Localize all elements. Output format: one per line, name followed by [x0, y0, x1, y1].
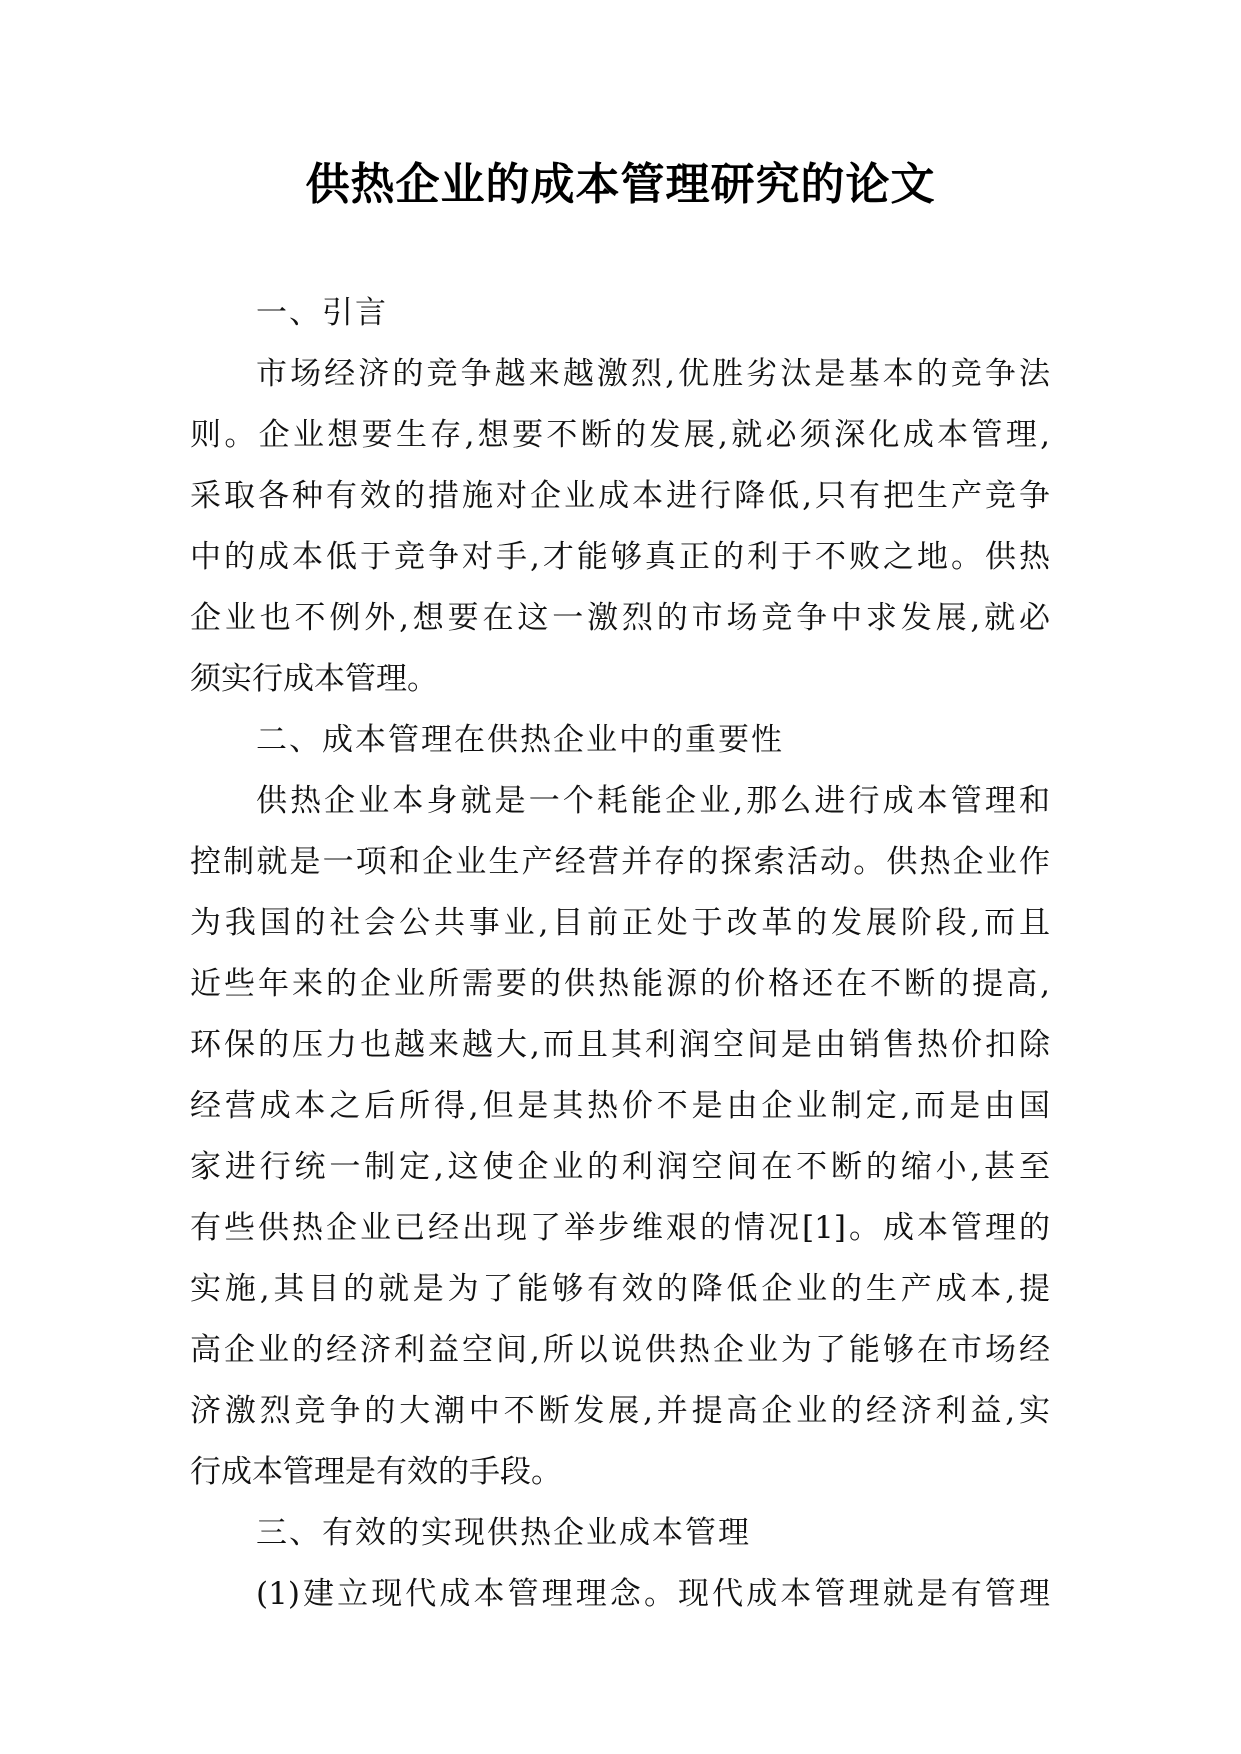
- paragraph-line: 行成本管理是有效的手段。: [190, 1454, 562, 1490]
- paragraph-line: 企业也不例外,想要在这一激烈的市场竞争中求发展,就必: [190, 600, 1050, 636]
- paragraph-line: (1)建立现代成本管理理念。现代成本管理就是有管理: [256, 1576, 1050, 1612]
- paragraph-line: 经营成本之后所得,但是其热价不是由企业制定,而是由国: [190, 1088, 1050, 1124]
- paragraph-line: 控制就是一项和企业生产经营并存的探索活动。供热企业作: [190, 844, 1050, 880]
- paragraph-line: 则。企业想要生存,想要不断的发展,就必须深化成本管理,: [190, 417, 1050, 453]
- section-heading-3: 三、有效的实现供热企业成本管理: [256, 1515, 751, 1551]
- section-heading-2: 二、成本管理在供热企业中的重要性: [256, 722, 784, 758]
- paragraph-line: 近些年来的企业所需要的供热能源的价格还在不断的提高,: [190, 966, 1050, 1002]
- paragraph-line: 须实行成本管理。: [190, 661, 438, 697]
- paragraph-line: 供热企业本身就是一个耗能企业,那么进行成本管理和: [256, 783, 1050, 819]
- document-title: 供热企业的成本管理研究的论文: [305, 159, 936, 210]
- paragraph-line: 环保的压力也越来越大,而且其利润空间是由销售热价扣除: [190, 1027, 1050, 1063]
- paragraph-line: 实施,其目的就是为了能够有效的降低企业的生产成本,提: [190, 1271, 1050, 1307]
- paragraph-line: 济激烈竞争的大潮中不断发展,并提高企业的经济利益,实: [190, 1393, 1050, 1429]
- document-body: [190, 283, 1050, 1625]
- paragraph-line: 有些供热企业已经出现了举步维艰的情况[1]。成本管理的: [190, 1210, 1050, 1246]
- paragraph-line: 中的成本低于竞争对手,才能够真正的利于不败之地。供热: [190, 539, 1050, 575]
- paragraph-line: 家进行统一制定,这使企业的利润空间在不断的缩小,甚至: [190, 1149, 1050, 1185]
- paragraph-line: 采取各种有效的措施对企业成本进行降低,只有把生产竞争: [190, 478, 1050, 514]
- paragraph-line: 为我国的社会公共事业,目前正处于改革的发展阶段,而且: [190, 905, 1050, 941]
- paragraph-line: 高企业的经济利益空间,所以说供热企业为了能够在市场经: [190, 1332, 1050, 1368]
- paragraph-line: 市场经济的竞争越来越激烈,优胜劣汰是基本的竞争法: [256, 356, 1050, 392]
- section-heading-1: 一、引言: [256, 295, 388, 331]
